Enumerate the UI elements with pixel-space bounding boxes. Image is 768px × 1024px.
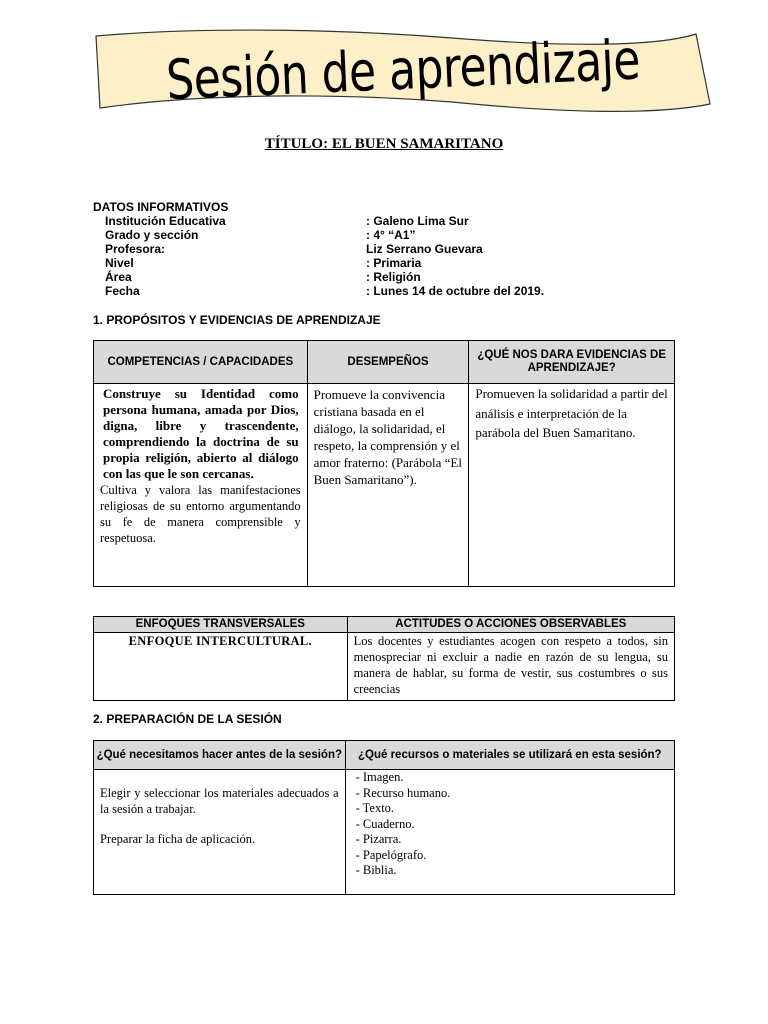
list-item: - Imagen. [356,770,668,786]
enfoques-table [93,616,675,701]
datos-row [93,284,545,298]
datos-value: : Religión [366,270,421,284]
actitudes-cell: Los docentes y estudiantes acogen con respeto a todos, sin menospreciar ni excluir a nadie en razón de su lengua, su manera de hablar, su forma de vestir, sus costumbres o sus creencias [347,633,674,701]
list-item: - Pizarra. [356,832,668,848]
table-row [94,770,675,895]
datos-value: : 4° “A1” [366,228,416,242]
list-item: - Texto. [356,801,668,817]
recursos-list [352,770,668,879]
datos-value: : Lunes 14 de octubre del 2019. [366,284,545,298]
desempenos-cell [307,384,469,587]
datos-label: Grado y sección [105,228,199,242]
datos-label: Nivel [105,256,134,270]
column-header-actitudes: ACTITUDES O ACCIONES OBSERVABLES [347,617,674,633]
list-item: - Biblia. [356,863,668,879]
datos-label: Profesora: [105,242,166,256]
list-item: - Papelógrafo. [356,848,668,864]
column-header-competencias: COMPETENCIAS / CAPACIDADES [94,341,308,384]
datos-row [93,256,422,270]
table-header-row [94,341,675,384]
table-header-row [94,741,675,770]
desempeno-text: Promueve la convivencia cristiana basada en el diálogo, la solidaridad, el respeto, la comprensión y el amor fraterno: (Parábola “El Buen Samaritano”). [313,387,462,487]
datos-value: : Primaria [366,256,422,270]
antes-item: Elegir y seleccionar los materiales adecuados a la sesión a trabajar. [100,786,339,816]
competencias-cell [94,384,308,587]
preparacion-table [93,740,675,895]
datos-informativos [93,200,545,298]
column-header-evidencias: ¿QUÉ NOS DARA EVIDENCIAS DE APRENDIZAJE? [469,341,675,384]
datos-row [93,242,483,256]
lesson-title: TÍTULO: EL BUEN SAMARITANO [264,136,504,152]
propositos-table [93,340,675,587]
section-2-heading: 2. PREPARACIÓN DE LA SESIÓN [93,712,282,726]
datos-row [93,270,421,284]
antes-cell [94,770,346,895]
table-row [94,384,675,587]
datos-row [93,214,469,228]
enfoque-cell: ENFOQUE INTERCULTURAL. [94,633,348,701]
title-banner [92,28,714,112]
antes-item: Preparar la ficha de aplicación. [100,832,256,846]
evidencia-text: Promueven la solidaridad a partir del análisis e interpretación de la parábola del Buen Samaritano. [475,386,668,440]
column-header-antes: ¿Qué necesitamos hacer antes de la sesión? [94,741,346,770]
list-item: - Recurso humano. [356,786,668,802]
datos-label: Fecha [105,284,140,298]
datos-heading: DATOS INFORMATIVOS [93,200,229,214]
list-item: - Cuaderno. [356,817,668,833]
competencia-text: Construye su Identidad como persona humana, amada por Dios, digna, libre y trascendente, comprendiendo la doctrina de su propia religión, abierto al diálogo con las que le son cercanas. [103,386,299,481]
banner-title: Sesión de aprendizaje [164,27,642,113]
recursos-cell [345,770,674,895]
evidencias-cell [469,384,675,587]
datos-label: Institución Educativa [105,214,226,228]
column-header-enfoques: ENFOQUES TRANSVERSALES [94,617,348,633]
datos-value: : Galeno Lima Sur [366,214,469,228]
table-header-row [94,617,675,633]
column-header-recursos: ¿Qué recursos o materiales se utilizará en esta sesión? [345,741,674,770]
datos-row [93,228,416,242]
datos-value: Liz Serrano Guevara [366,242,483,256]
table-row [94,633,675,701]
capacidad-text: Cultiva y valora las manifestaciones religiosas de su entorno argumentando su fe de manera comprensible y respetuosa. [100,483,301,545]
datos-label: Área [105,270,132,284]
section-1-heading: 1. PROPÓSITOS Y EVIDENCIAS DE APRENDIZAJE [93,313,381,327]
column-header-desempenos: DESEMPEÑOS [307,341,469,384]
